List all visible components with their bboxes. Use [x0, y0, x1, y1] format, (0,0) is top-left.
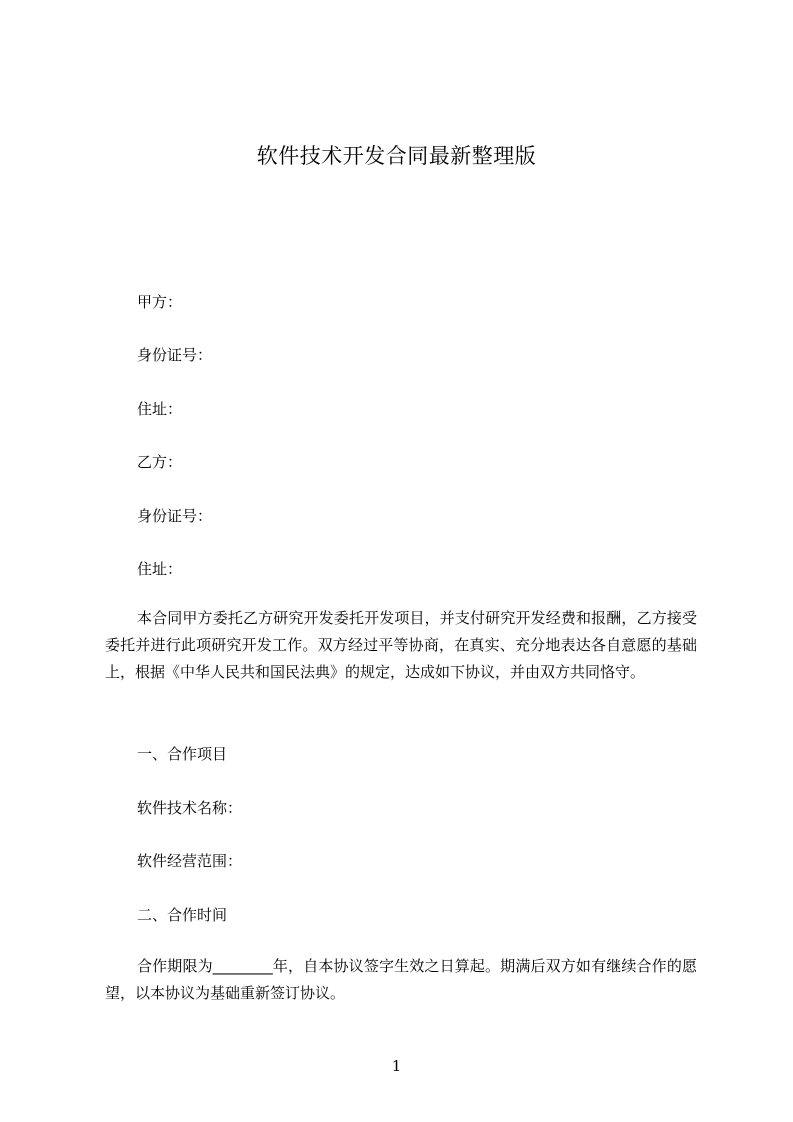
term-paragraph: 合作期限为________年，自本协议签字生效之日算起。期满后双方如有继续合作的愿望，以本协议为基础重新签订协议。 [105, 957, 697, 1002]
business-scope-label: 软件经营范围： [137, 852, 243, 870]
software-name-label: 软件技术名称： [137, 799, 243, 817]
party-a-address-label: 住址： [137, 400, 183, 418]
party-b-label: 乙方： [137, 453, 183, 471]
party-a-label: 甲方： [137, 293, 183, 311]
section-2-heading: 二、合作时间 [137, 906, 228, 924]
party-a-id-label: 身份证号： [137, 346, 213, 364]
intro-paragraph: 本合同甲方委托乙方研究开发委托开发项目，并支付研究开发经费和报酬，乙方接受委托并进行此项研究开发工作。双方经过平等协商，在真实、充分地表达各自意愿的基础上，根据《中华人民共和国民法典》的规定，达成如下协议，并由双方共同恪守。 [105, 609, 697, 681]
page-number: 1 [391, 1057, 402, 1075]
party-b-id-label: 身份证号： [137, 507, 213, 525]
document-title: 软件技术开发合同最新整理版 [256, 144, 537, 168]
section-1-heading: 一、合作项目 [137, 745, 228, 763]
party-b-address-label: 住址： [137, 560, 183, 578]
